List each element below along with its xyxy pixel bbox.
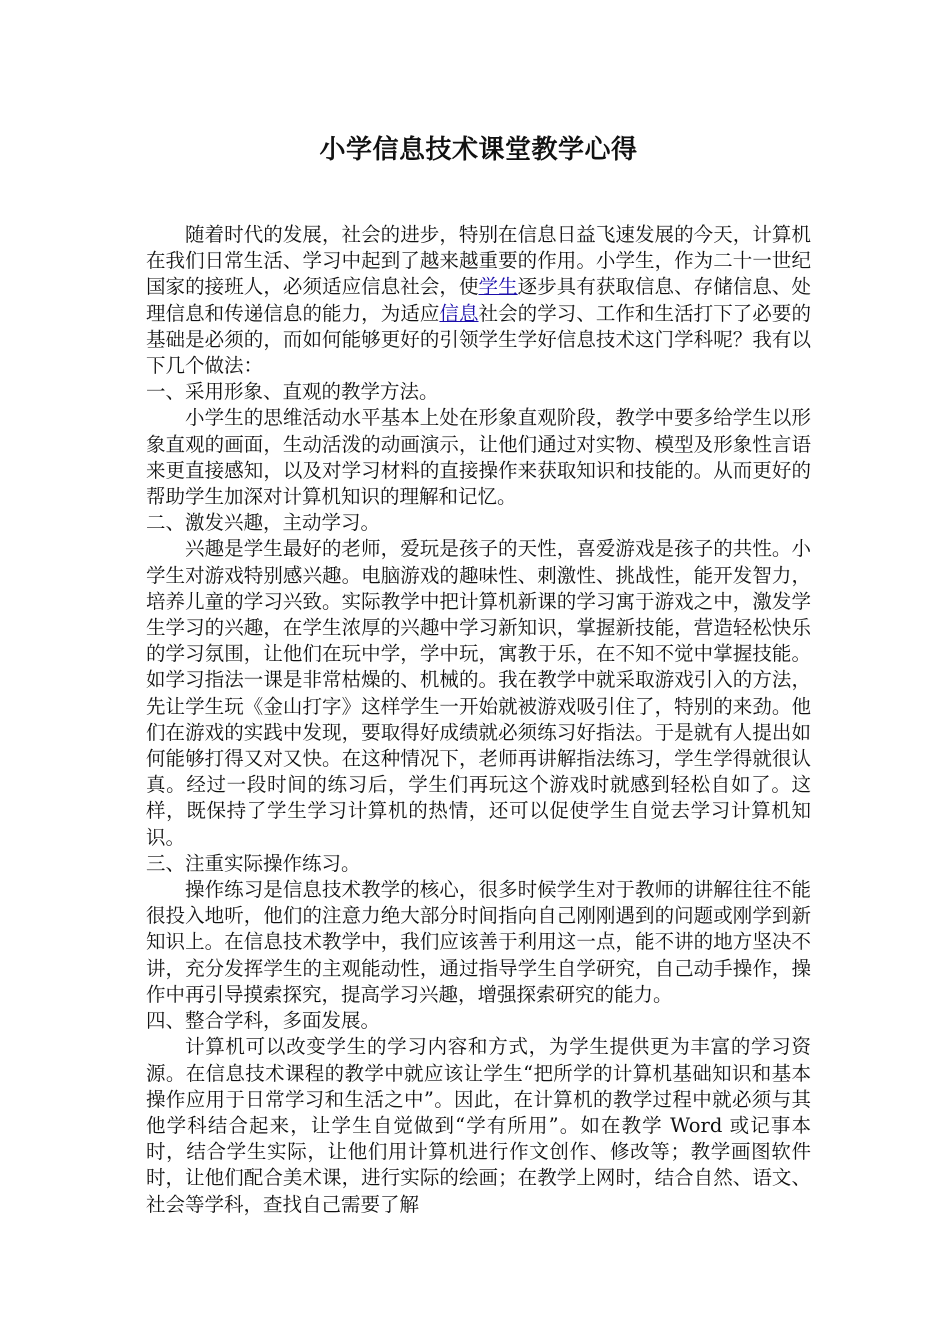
link-information[interactable]: 信息 [439, 301, 479, 325]
link-student[interactable]: 学生 [478, 275, 518, 299]
section-heading-1: 一、采用形象、直观的教学方法。 [146, 380, 439, 404]
intro-text-2: 逐步具有获取信息、存储信息、处理信息和传递信息的能力，为适应 [146, 275, 811, 325]
intro-text-3: 社会的学习、工作和生活打下了必要的基础是必须的，而如何能够更好的引领学生学好信息技术这门学科呢？我有以下几个做法： [146, 301, 811, 378]
document-title: 小学信息技术课堂教学心得 [319, 135, 638, 165]
section-body-3: 操作练习是信息技术教学的核心，很多时候学生对于教师的讲解往往不能很投入地听，他们的注意力绝大部分时间指向自己刚刚遇到的问题或刚学到新知识上。在信息技术教学中，我们应该善于利用这一点，能不讲的地方坚决不讲，充分发挥学生的主观能动性，通过指导学生自学研究，自己动手操作，操作中再引导摸索探究，提高学习兴趣，增强探索研究的能力。 [146, 878, 811, 1006]
intro-paragraph [146, 222, 811, 379]
section-body-2: 兴趣是学生最好的老师，爱玩是孩子的天性，喜爱游戏是孩子的共性。小学生对游戏特别感兴趣。电脑游戏的趣味性、刺激性、挑战性，能开发智力，培养儿童的学习兴致。实际教学中把计算机新课的学习寓于游戏之中，激发学生学习的兴趣，在学生浓厚的兴趣中学习新知识，掌握新技能，营造轻松快乐的学习氛围，让他们在玩中学，学中玩，寓教于乐，在不知不觉中掌握技能。如学习指法一课是非常枯燥的、机械的。我在教学中就采取游戏引入的方法，先让学生玩《金山打字》这样学生一开始就被游戏吸引住了，特别的来劲。他们在游戏的实践中发现，要取得好成绩就必须练习好指法。于是就有人提出如何能够打得又对又快。在这种情况下，老师再讲解指法练习，学生学得就很认真。经过一段时间的练习后，学生们再玩这个游戏时就感到轻松自如了。这样，既保持了学生学习计算机的热情，还可以促使学生自觉去学习计算机知识。 [146, 537, 811, 849]
section-body-1: 小学生的思维活动水平基本上处在形象直观阶段，教学中要多给学生以形象直观的画面，生动活泼的动画演示，让他们通过对实物、模型及形象性言语来更直接感知，以及对学习材料的直接操作来获取知识和技能的。从而更好的帮助学生加深对计算机知识的理解和记忆。 [146, 406, 811, 509]
section-body-4: 计算机可以改变学生的学习内容和方式，为学生提供更为丰富的学习资源。在信息技术课程的教学中就应该让学生“把所学的计算机基础知识和基本操作应用于日常学习和生活之中”。因此，在计算机的教学过程中就必须与其他学科结合起来，让学生自觉做到“学有所用”。如在教学 Word 或记事本时，结合学生实际，让他们用计算机进行作文创作、修改等；教学画图软件时，让他们配合美术课，进行实际的绘画；在教学上网时，结合自然、语文、社会等学科，查找自己需要了解 [146, 1035, 811, 1216]
section-heading-4: 四、整合学科，多面发展。 [146, 1009, 381, 1033]
section-heading-2: 二、激发兴趣，主动学习。 [146, 511, 381, 535]
intro-text-1: 随着时代的发展，社会的进步，特别在信息日益飞速发展的今天，计算机在我们日常生活、学习中起到了越来越重要的作用。小学生，作为二十一世纪国家的接班人，必须适应信息社会，使 [146, 223, 811, 299]
document-body [146, 222, 811, 1218]
section-heading-3: 三、注重实际操作练习。 [146, 851, 361, 875]
